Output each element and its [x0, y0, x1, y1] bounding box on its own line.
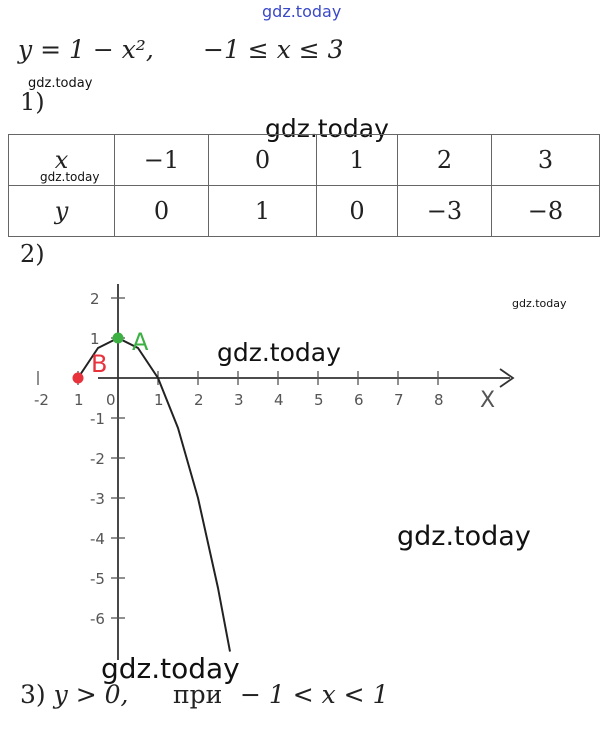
domain-condition: −1 ≤ x ≤ 3 [203, 35, 344, 64]
table-cell: 0 [209, 135, 317, 186]
condition-word: при [173, 680, 223, 709]
x-tick-label: 3 [234, 391, 244, 409]
y-tick-label: 1 [90, 330, 100, 348]
y-tick-label: -4 [90, 530, 105, 548]
table-cell: −1 [115, 135, 209, 186]
point-label-b: B [91, 350, 108, 378]
step-three [20, 680, 389, 709]
x-tick-label: 4 [274, 391, 284, 409]
table-cell: 1 [317, 135, 398, 186]
x-tick-label: 7 [394, 391, 404, 409]
step-one-label: 1) [20, 88, 45, 116]
table-row-y [9, 186, 600, 237]
parabola-graph [0, 280, 609, 670]
table-cell: 2 [398, 135, 492, 186]
inequality: y > 0, [53, 680, 129, 709]
table-cell: 1 [209, 186, 317, 237]
table-cell: −3 [398, 186, 492, 237]
x-tick-label: 8 [434, 391, 444, 409]
x-tick-label: 2 [194, 391, 204, 409]
function-definition: y = 1 − x², [18, 35, 154, 64]
table-row-x [9, 135, 600, 186]
table-header-x: x [9, 135, 115, 186]
x-tick-label: 6 [354, 391, 364, 409]
x-tick-label: -2 [34, 391, 49, 409]
table-cell: 0 [317, 186, 398, 237]
watermark: gdz.today [512, 297, 567, 310]
point-label-a: A [132, 328, 149, 356]
table-cell: 0 [115, 186, 209, 237]
table-header-y: y [9, 186, 115, 237]
y-tick-label: -2 [90, 450, 105, 468]
x-tick-label: 0 [106, 391, 116, 409]
watermark: gdz.today [217, 338, 341, 367]
point-b [73, 373, 84, 384]
watermark: gdz.today [397, 521, 531, 552]
values-table [8, 134, 600, 237]
y-tick-label: -1 [90, 410, 105, 428]
y-tick-label: -3 [90, 490, 105, 508]
x-tick-label: 1 [154, 391, 164, 409]
x-axis-label: X [480, 388, 496, 413]
table-cell: 3 [492, 135, 600, 186]
watermark: gdz.today [40, 170, 100, 184]
watermark: gdz.today [101, 652, 240, 685]
problem-formula [18, 35, 344, 64]
solution-range: − 1 < x < 1 [240, 680, 389, 709]
watermark: gdz.today [265, 114, 389, 143]
x-tick-label: 1 [74, 391, 84, 409]
y-tick-label: -6 [90, 610, 105, 628]
step-two-label: 2) [20, 240, 45, 268]
x-tick-label: 5 [314, 391, 324, 409]
step-three-label: 3) [20, 680, 46, 709]
watermark: gdz.today [262, 2, 342, 21]
point-a [113, 333, 124, 344]
watermark: gdz.today [28, 76, 93, 91]
y-tick-label: 2 [90, 290, 100, 308]
table-cell: −8 [492, 186, 600, 237]
y-tick-label: -5 [90, 570, 105, 588]
